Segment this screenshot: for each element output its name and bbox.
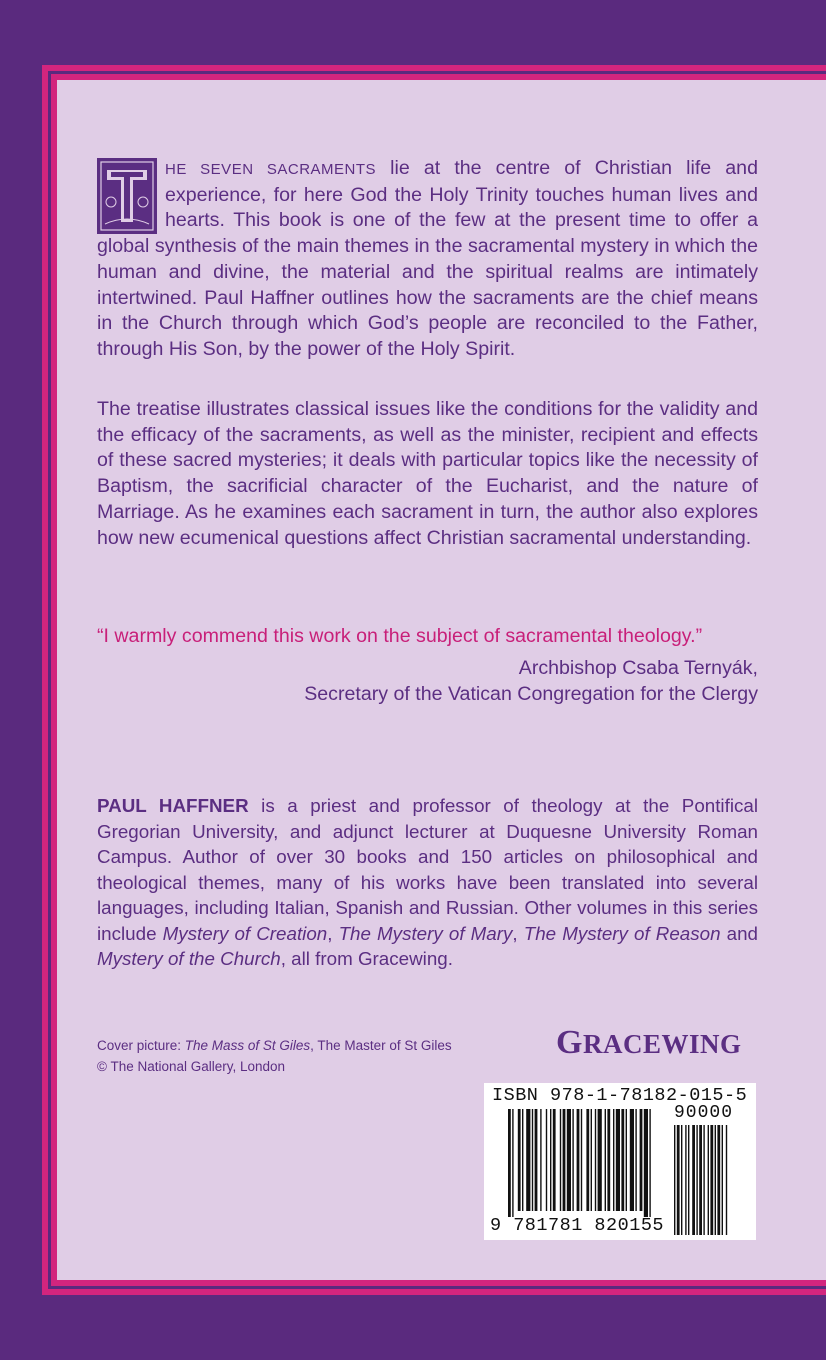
addon-bar xyxy=(717,1125,720,1235)
barcode-bar xyxy=(526,1109,530,1211)
barcode-bar xyxy=(595,1109,596,1211)
barcode-bar xyxy=(508,1109,511,1217)
addon-bar xyxy=(685,1125,686,1235)
barcode-bar xyxy=(640,1109,643,1211)
barcode-bar xyxy=(626,1109,627,1211)
barcode-bar xyxy=(607,1109,610,1211)
endorser-name: Archbishop Csaba Ternyák, xyxy=(518,657,758,679)
barcode-bar xyxy=(560,1109,561,1211)
bio-text: , all from Gracewing. xyxy=(280,948,453,969)
price-addon: 90000 xyxy=(674,1103,734,1123)
barcode-bar xyxy=(546,1109,547,1211)
barcode-bar xyxy=(518,1109,521,1211)
painting-title: The Mass of St Giles xyxy=(184,1038,311,1053)
addon-bar xyxy=(681,1125,682,1235)
book-title: Mystery of Creation xyxy=(162,922,328,944)
author-name: PAUL HAFFNER xyxy=(97,795,249,816)
barcode-bar xyxy=(567,1109,571,1211)
bio-separator: and xyxy=(720,922,758,944)
barcode-bar xyxy=(535,1109,538,1211)
credit-line-2: © The National Gallery, London xyxy=(97,1059,286,1074)
addon-bar xyxy=(692,1125,695,1235)
barcode-bar xyxy=(598,1109,602,1211)
barcode-bar xyxy=(522,1109,523,1211)
barcode-bar xyxy=(586,1109,589,1211)
addon-bar xyxy=(674,1125,675,1235)
book-title: Mystery of the Church xyxy=(97,948,281,969)
barcode-bar xyxy=(621,1109,624,1211)
publisher-name-rest: RACEWIN xyxy=(582,1029,720,1059)
publisher-logo xyxy=(556,1024,741,1062)
isbn-label: ISBN 978-1-78182-015-5 xyxy=(492,1085,748,1106)
barcode-bar xyxy=(630,1109,634,1211)
bio-separator: , xyxy=(512,922,524,944)
paragraph-1-text: lie at the centre of Christian life and experience, for here God the Holy Trinity touches human lives and hearts. This book is one of the few at the present time to offer a global synthesis of the main themes in the sacramental mystery in which the human and divine, the material and the spiritual realms are intimately intertwined. Paul Haffner outlines how the sacraments are the chief means in the Church through which God’s people are reconciled to the Father, through His Son, by the power of the Holy Spirit. xyxy=(97,157,758,360)
book-title: The Mystery of Mary xyxy=(338,922,513,944)
endorser-title: Secretary of the Vatican Congregation for the Clergy xyxy=(304,683,758,705)
credit-prefix: Cover picture: xyxy=(97,1038,185,1053)
addon-bar xyxy=(688,1125,689,1235)
barcode-bar xyxy=(512,1109,513,1217)
isbn-barcode xyxy=(484,1083,756,1240)
publisher-final: G xyxy=(719,1029,742,1059)
addon-bar xyxy=(708,1125,709,1235)
book-title: The Mystery of Reason xyxy=(523,922,721,944)
description-paragraph-1 xyxy=(97,156,758,363)
barcode-bar xyxy=(613,1109,614,1211)
author-bio xyxy=(97,793,758,972)
barcode-bar xyxy=(540,1109,541,1211)
barcode-bar xyxy=(563,1109,566,1211)
addon-bar xyxy=(703,1125,704,1235)
addon-bar xyxy=(696,1125,697,1235)
addon-bar xyxy=(677,1125,680,1235)
barcode-bar xyxy=(644,1109,648,1217)
bio-text: is a priest and professor of theology at the Pontifical Gregorian University, and adjunct lecturer at Duquesne University Roman Campus. Author of over 30 books and 150 articles on philosophical and theological themes, many of his works have been translated into several languages, including Italian, Spanish and Russian. Other volumes in this series include xyxy=(97,795,758,944)
barcode-bar xyxy=(616,1109,620,1211)
dropcap-ornament-icon xyxy=(97,158,157,234)
barcode-bar xyxy=(581,1109,582,1211)
barcode-bar xyxy=(572,1109,573,1211)
barcode-bar xyxy=(649,1109,650,1217)
description-paragraph-2: The treatise illustrates classical issues like the conditions for the validity and the efficacy of the sacraments, as well as the minister, recipient and effects of these sacred mysteries; it deals with particular topics like the necessity of Baptism, the sacrificial character of the Eucharist, and the nature of Marriage. As he examines each sacrament in turn, the author also explores how new ecumenical questions affect Christian sacramental understanding. xyxy=(97,398,758,549)
ean-digits: 9 781781 820155 xyxy=(490,1215,665,1236)
addon-bar xyxy=(726,1125,727,1235)
lead-smallcaps: HE SEVEN SACRAMENTS xyxy=(165,161,377,178)
painting-artist: , The Master of St Giles xyxy=(310,1038,452,1053)
publisher-initial: G xyxy=(556,1024,583,1061)
addon-bar xyxy=(710,1125,713,1235)
addon-bar xyxy=(722,1125,723,1235)
barcode-bar xyxy=(550,1109,551,1211)
endorsement-quote: “I warmly commend this work on the subject of sacramental theology.” xyxy=(97,625,703,647)
cover-credit xyxy=(97,1035,477,1077)
barcode-bar xyxy=(591,1109,592,1211)
barcode-bar xyxy=(635,1109,636,1211)
barcode-bar xyxy=(605,1109,606,1211)
addon-bar xyxy=(699,1125,702,1235)
barcode-bar xyxy=(553,1109,556,1211)
credit-line-1 xyxy=(97,1035,477,1056)
bio-separator: , xyxy=(327,922,339,944)
barcode-bar xyxy=(532,1109,533,1211)
addon-bar xyxy=(715,1125,716,1235)
barcode-bar xyxy=(577,1109,580,1211)
